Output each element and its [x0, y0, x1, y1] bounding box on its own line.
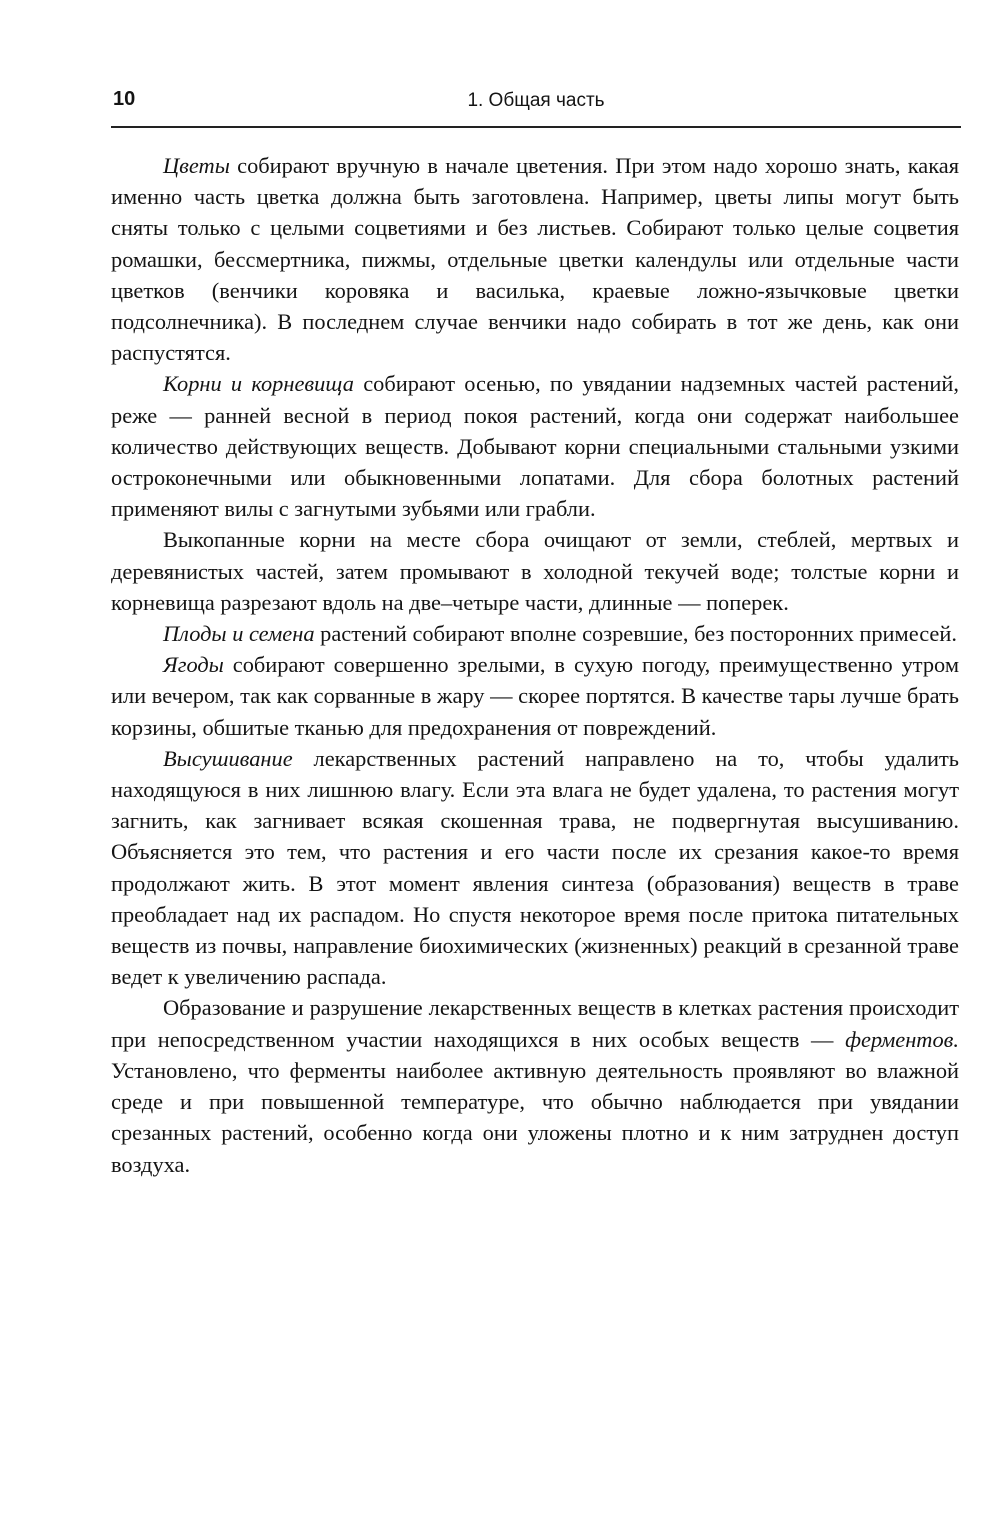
- body-text: [111, 150, 959, 1180]
- paragraph-fruits-seeds: [111, 618, 959, 649]
- paragraph-text: Образование и разрушение лекарственных веществ в клетках растения происходит при непосредственном участии находящихся в них особых веществ —: [111, 995, 959, 1052]
- paragraph-text: собирают осенью, по увядании надземных частей растений, реже — ранней весной в период покоя растений, когда они содержат наибольшее количество действующих веществ. Добывают корни специальными стальными узкими остроконечными или обыкновенными лопатами. Для сбора болотных растений применяют вилы с загнутыми зубьями или грабли.: [111, 371, 959, 522]
- paragraph-flowers: [111, 150, 959, 368]
- page-header: [111, 86, 961, 128]
- page-number: 10: [113, 88, 136, 110]
- paragraph-drying: [111, 743, 959, 993]
- term-roots: Корни и корневища: [163, 371, 354, 397]
- running-title: 1. Общая часть: [467, 90, 605, 111]
- term-enzymes: ферментов.: [845, 1026, 959, 1052]
- paragraph-berries: [111, 649, 959, 743]
- paragraph-text: растений собирают вполне созревшие, без посторонних примесей.: [314, 621, 957, 647]
- paragraph-enzymes: [111, 992, 959, 1179]
- paragraph-dug-roots: [111, 524, 959, 618]
- paragraph-text: собирают вручную в начале цветения. При этом надо хорошо знать, какая именно часть цветка должна быть заготовлена. Например, цветы липы могут быть сняты только с целыми соцветиями и без листьев. Собирают только целые соцветия ромашки, бессмертника, пижмы, отдельные цветки календулы или отдельные части цветков (венчики коровяка и василька, краевые ложно-язычковые цветки подсолнечника). В последнем случае венчики надо собирать в тот же день, как они распустятся.: [111, 153, 959, 366]
- paragraph-text: Установлено, что ферменты наиболее активную деятельность проявляют во влажной среде и при повышенной температуре, что обычно наблюдается при увядании срезанных растений, особенно когда они уложены плотно и к ним затруднен доступ воздуха.: [111, 1057, 959, 1177]
- term-drying: Высушивание: [163, 745, 293, 771]
- term-berries: Ягоды: [163, 652, 224, 678]
- paragraph-text: Выкопанные корни на месте сбора очищают от земли, стеблей, мертвых и деревянистых частей, затем промывают в холодной текучей воде; толстые корни и корневища разрезают вдоль на две–четыре части, длинные — поперек.: [111, 527, 959, 615]
- paragraph-roots: [111, 368, 959, 524]
- term-flowers: Цветы: [163, 153, 230, 178]
- paragraph-text: собирают совершенно зрелыми, в сухую погоду, преимущественно утром или вечером, так как сорванные в жару — скорее портятся. В качестве тары лучше брать корзины, обшитые тканью для предохранения от повреждений.: [111, 652, 959, 740]
- paragraph-text: лекарственных растений направлено на то, чтобы удалить находящуюся в них лишнюю влагу. Если эта влага не будет удалена, то растения могут загнить, как загнивает всякая скошенная трава, не подвергнутая высушиванию. Объясняется это тем, что растения и его части после их срезания какое-то время продолжают жить. В этот момент явления синтеза (образования) веществ в траве преобладает над их распадом. Но спустя некоторое время после притока питательных веществ из почвы, направление биохимических (жизненных) реакций в срезанной траве ведет к увеличению распада.: [111, 745, 959, 990]
- term-fruits-seeds: Плоды и семена: [163, 621, 315, 647]
